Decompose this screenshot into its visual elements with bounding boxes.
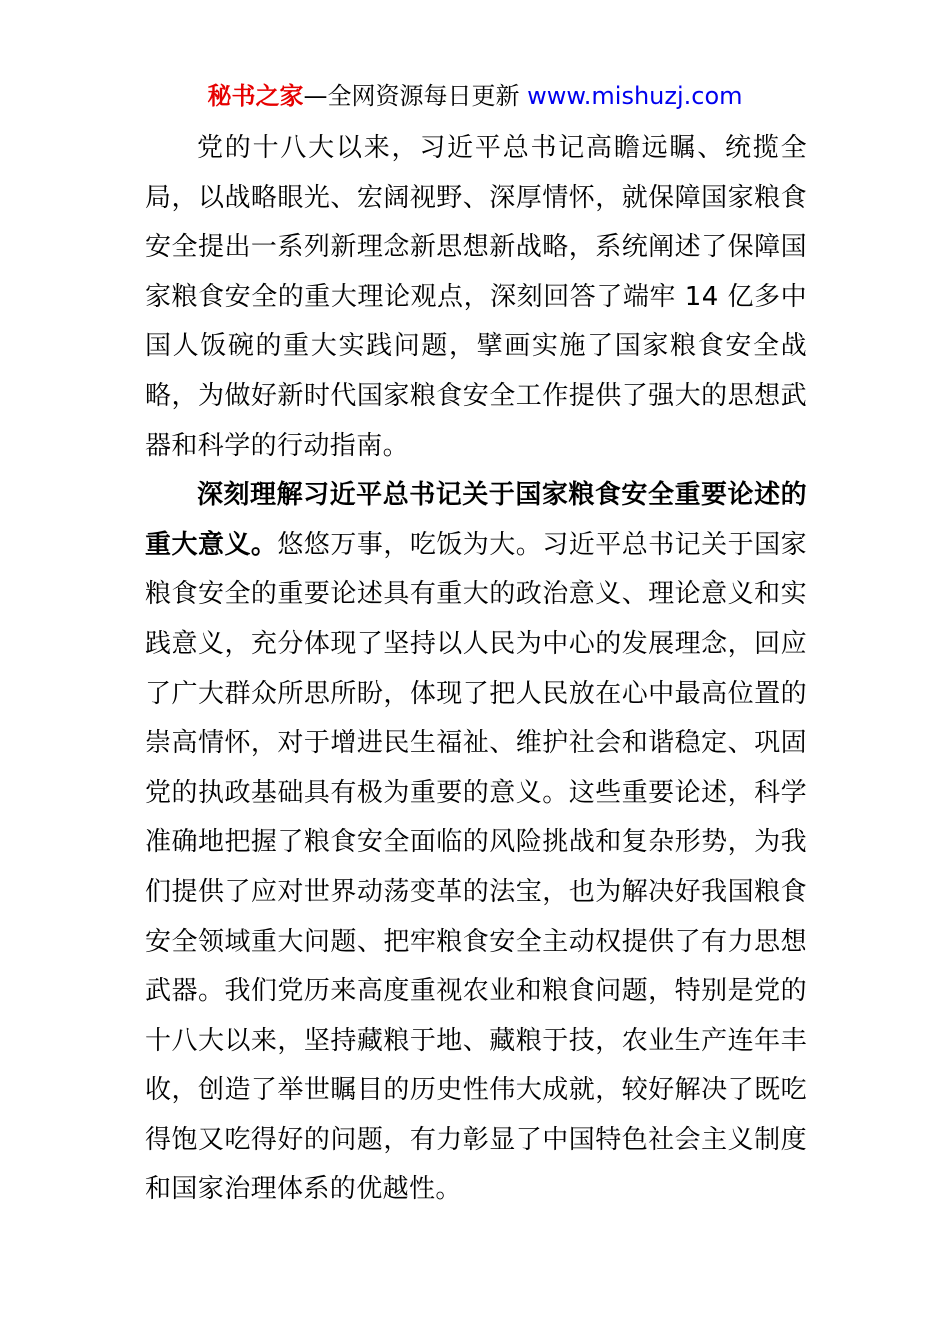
site-brand: 秘书之家 — [207, 82, 304, 110]
paragraph-significance — [145, 471, 807, 1215]
site-tagline: —全网资源每日更新 — [303, 82, 528, 110]
paragraph-intro-text: 党的十八大以来，习近平总书记高瞻远瞩、统揽全局，以战略眼光、宏阔视野、深厚情怀，就保障国家粮食安全提出一系列新理念新思想新战略，系统阐述了保障国家粮食安全的重大理论观点，深刻回答了端牢 14 亿多中国人饭碗的重大实践问题，擘画实施了国家粮食安全战略，为做好新时代国家粮食安全工作提供了强大的思想武器和科学的行动指南。 — [145, 133, 807, 461]
site-url-link[interactable]: www.mishuzj.com — [527, 82, 743, 110]
paragraph-significance-heading: 深刻理解习近平总书记关于国家粮食安全重要论述的重大意义。 — [145, 480, 807, 560]
document-body — [145, 124, 807, 1215]
paragraph-significance-text: 悠悠万事，吃饭为大。习近平总书记关于国家粮食安全的重要论述具有重大的政治意义、理论意义和实践意义，充分体现了坚持以人民为中心的发展理念，回应了广大群众所思所盼，体现了把人民放在心中最高位置的崇高情怀，对于增进民生福祉、维护社会和谐稳定、巩固党的执政基础具有极为重要的意义。这些重要论述，科学准确地把握了粮食安全面临的风险挑战和复杂形势，为我们提供了应对世界动荡变革的法宝，也为解决好我国粮食安全领域重大问题、把牢粮食安全主动权提供了有力思想武器。我们党历来高度重视农业和粮食问题，特别是党的十八大以来，坚持藏粮于地、藏粮于技，农业生产连年丰收，创造了举世瞩目的历史性伟大成就，较好解决了既吃得饱又吃得好的问题，有力彰显了中国特色社会主义制度和国家治理体系的优越性。 — [145, 529, 807, 1205]
paragraph-intro — [145, 124, 807, 471]
site-header — [0, 78, 950, 114]
